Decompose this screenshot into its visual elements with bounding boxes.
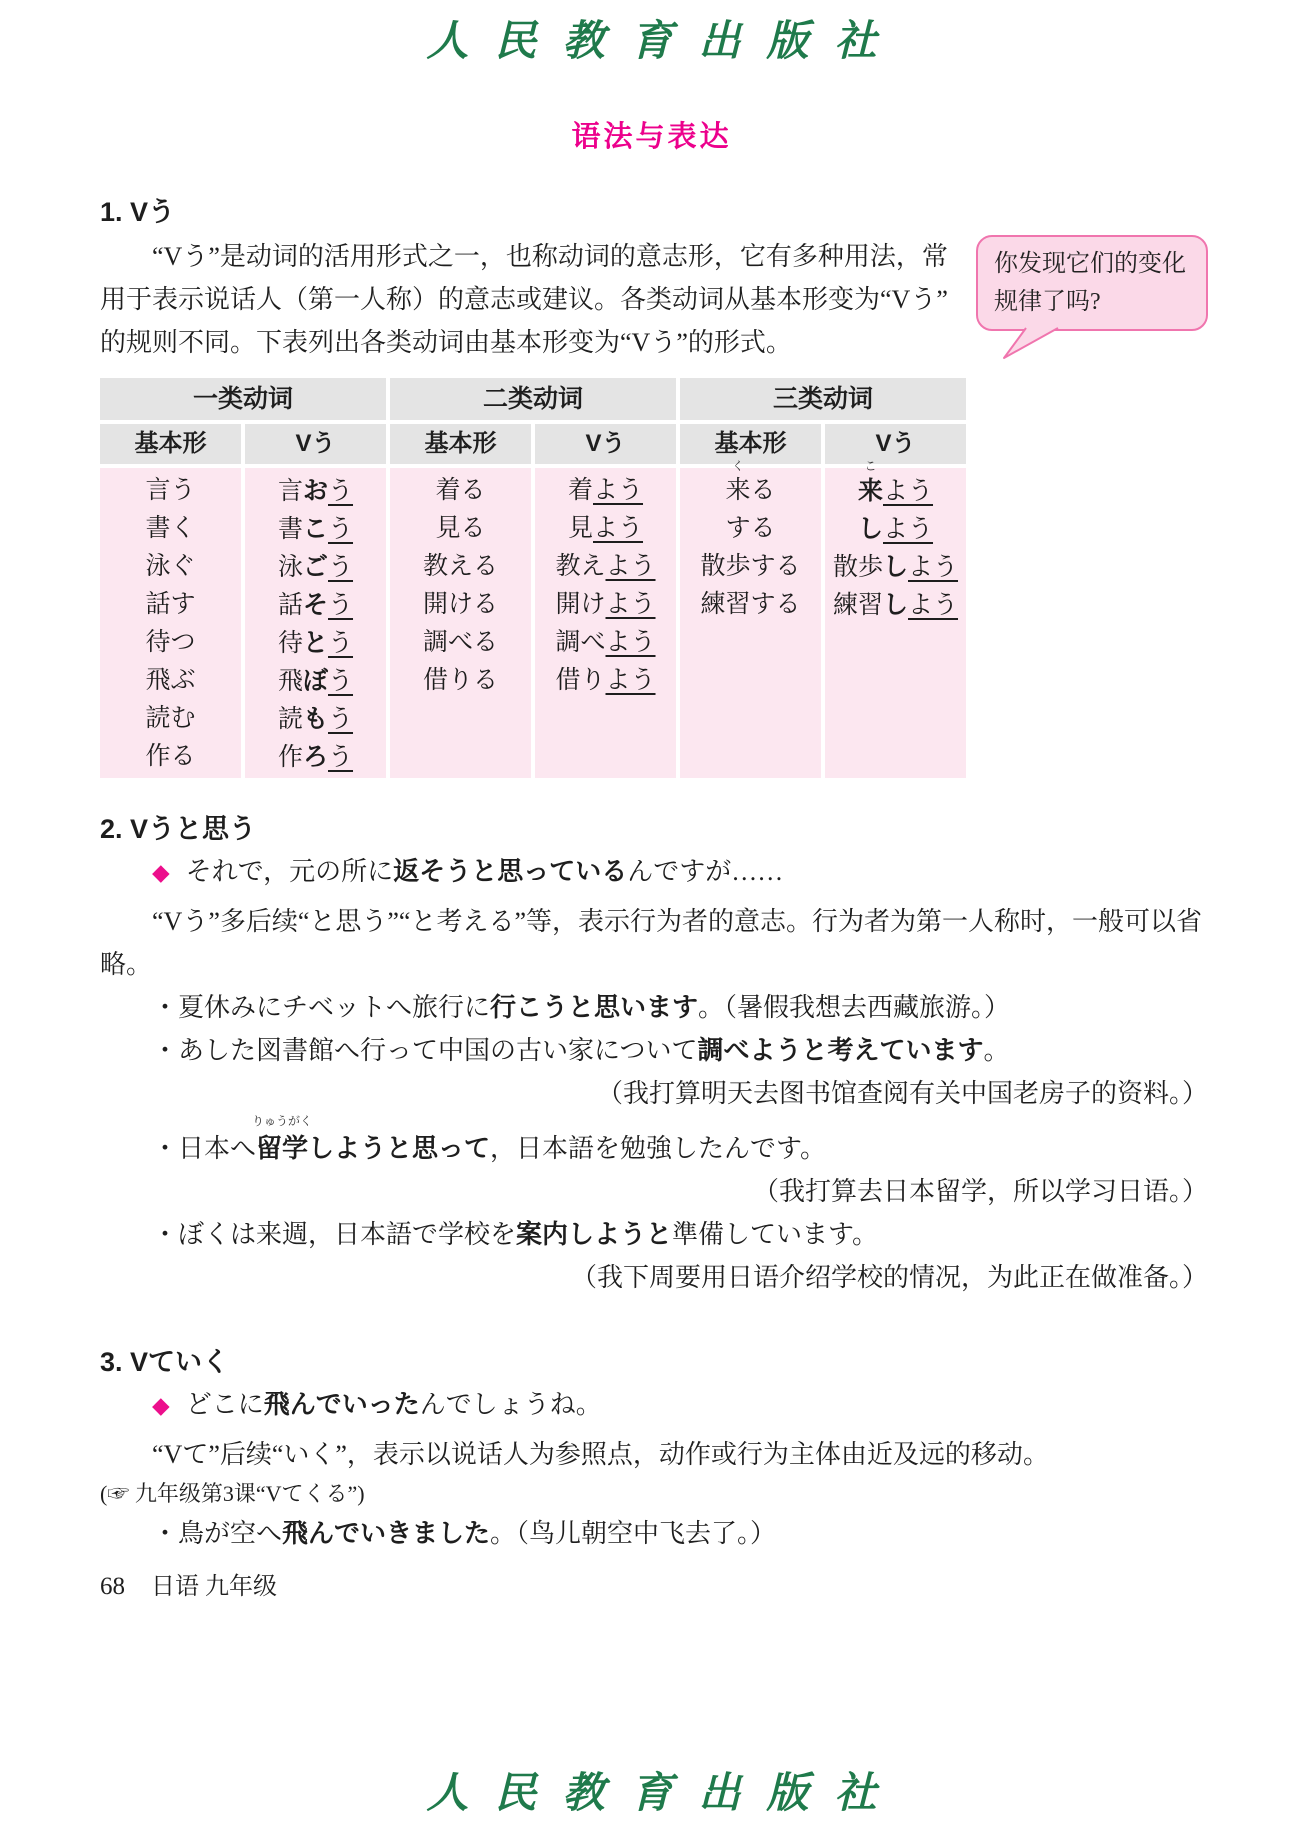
table-subheader-basic-3: 基本形 xyxy=(680,424,821,464)
speech-bubble-line-1: 你发现它们的变化 xyxy=(994,251,1186,277)
verb-cell: 飛ぼう xyxy=(277,667,354,695)
verb-column xyxy=(680,459,821,778)
diamond-bullet-icon: ◆ xyxy=(152,860,170,885)
section-3-heading: 3. Vていく xyxy=(100,1347,230,1377)
speech-bubble-box xyxy=(976,235,1208,331)
example-sentence: ・鳥が空へ飛んでいきました。（鸟儿朝空中飞去了。） xyxy=(152,1518,777,1548)
verb-cell: 読もう xyxy=(277,705,354,733)
verb-cell: 話す xyxy=(145,591,196,618)
verb-cell: 調べよう xyxy=(555,629,656,656)
example-translation: （我打算去日本留学，所以学习日语。） xyxy=(752,1177,1208,1206)
section-3-reference: (☞ 九年级第3课“Vてくる”) xyxy=(100,1481,365,1506)
section-1-paragraph: “Vう”是动词的活用形式之一，也称动词的意志形，它有多种用法，常用于表示说话人（第一人称）的意志或建议。各类动词从基本形变为“Vう”的规则不同。下表列出各类动词由基本形变为“Vう”的形式。 xyxy=(100,242,948,357)
page-title: 语法与表达 xyxy=(571,121,732,153)
verb-cell xyxy=(390,700,531,738)
table-subheader-vu-2: Vう xyxy=(535,424,676,464)
verb-cell xyxy=(825,662,966,700)
verb-conjugation-table xyxy=(100,378,966,464)
speech-bubble xyxy=(976,235,1208,331)
verb-cell: 飛ぶ xyxy=(145,667,196,694)
page-footer xyxy=(100,1566,277,1601)
verb-cell: 書く xyxy=(145,515,196,542)
verb-cell: 見る xyxy=(435,515,486,542)
verb-cell: 言う xyxy=(145,477,196,504)
verb-cell xyxy=(680,624,821,662)
verb-conjugation-table-body xyxy=(100,459,966,778)
verb-column xyxy=(825,459,966,778)
table-group-header-1: 一类动词 xyxy=(100,378,386,420)
table-subheader-vu-3: Vう xyxy=(825,424,966,464)
verb-cell: 散歩する xyxy=(700,553,801,580)
verb-column xyxy=(535,468,676,778)
verb-cell xyxy=(680,700,821,738)
verb-cell: く 来る xyxy=(725,459,776,504)
verb-cell: 借りよう xyxy=(555,667,656,694)
verb-cell: 着よう xyxy=(567,477,644,504)
speech-bubble-tail-icon xyxy=(1002,327,1062,360)
section-3-paragraph: “Vて”后续“いく”，表示以说话人为参照点，动作或行为主体由近及远的移动。 xyxy=(152,1440,1049,1469)
verb-cell: 開ける xyxy=(422,591,498,618)
table-subheader-vu-1: Vう xyxy=(245,424,386,464)
verb-cell xyxy=(535,738,676,776)
section-1-body xyxy=(100,235,1208,364)
verb-cell: 待つ xyxy=(145,629,196,656)
verb-cell: 書こう xyxy=(277,515,354,543)
publisher-logo-top: 人民教育出版社 xyxy=(426,16,903,65)
verb-column xyxy=(100,468,241,778)
verb-cell xyxy=(825,738,966,776)
page-number: 68 xyxy=(100,1573,125,1600)
example-translation: （我下周要用日语介绍学校的情况，为此正在做准备。） xyxy=(570,1263,1208,1292)
verb-cell xyxy=(680,738,821,776)
example-sentence: ・日本へ りゅうがく 留学しようと思って，日本語を勉強したんです。 xyxy=(152,1114,826,1163)
table-group-header-3: 三类动词 xyxy=(680,378,966,420)
verb-column xyxy=(390,468,531,778)
diamond-bullet-icon: ◆ xyxy=(152,1393,170,1418)
table-subheader-basic-2: 基本形 xyxy=(390,424,531,464)
verb-cell: 借りる xyxy=(422,667,498,694)
verb-cell xyxy=(390,738,531,776)
verb-cell xyxy=(825,624,966,662)
verb-cell: 練習しよう xyxy=(832,591,959,619)
verb-cell: 教える xyxy=(422,553,498,580)
verb-cell: 見よう xyxy=(567,515,644,542)
example-translation: （我打算明天去图书馆查阅有关中国老房子的资料。） xyxy=(596,1079,1208,1108)
verb-cell: 着る xyxy=(435,477,486,504)
section-2-example-text: それで，元の所に返そうと思っているんですが…… xyxy=(185,856,784,886)
verb-cell: 読む xyxy=(145,705,196,732)
section-2-bullets xyxy=(100,986,1208,1299)
publisher-logo-bottom: 人民教育出版社 xyxy=(426,1768,903,1817)
verb-cell: 泳ぐ xyxy=(145,553,196,580)
section-2-example-sentence xyxy=(100,850,1208,894)
verb-cell: 練習する xyxy=(700,591,801,618)
speech-bubble-line-2: 规律了吗? xyxy=(994,289,1101,315)
verb-cell: 作る xyxy=(145,743,196,770)
example-sentence: ・あした図書館へ行って中国の古い家について調べようと考えています。 xyxy=(152,1035,1010,1065)
section-2-paragraph: “Vう”多后续“と思う”“と考える”等，表示行为者的意志。行为者为第一人称时，一般可以省略。 xyxy=(100,907,1203,979)
verb-cell xyxy=(680,662,821,700)
verb-cell: こ 来よう xyxy=(857,459,934,505)
verb-cell: 作ろう xyxy=(277,743,354,771)
verb-cell xyxy=(535,700,676,738)
verb-cell: 待とう xyxy=(277,629,354,657)
verb-cell: 話そう xyxy=(277,591,354,619)
table-subheader-basic-1: 基本形 xyxy=(100,424,241,464)
verb-cell: 調べる xyxy=(422,629,498,656)
section-1-heading: 1. Vう xyxy=(100,197,176,227)
verb-cell: 言おう xyxy=(277,477,354,505)
verb-cell: 散歩しよう xyxy=(832,553,959,581)
verb-column xyxy=(245,468,386,778)
section-3-example-sentence xyxy=(100,1383,1208,1427)
verb-cell xyxy=(825,700,966,738)
table-group-header-2: 二类动词 xyxy=(390,378,676,420)
example-sentence: ・夏休みにチベットへ旅行に行こうと思います。（暑假我想去西藏旅游。） xyxy=(152,992,1011,1022)
verb-cell: 教えよう xyxy=(555,553,656,580)
page-content xyxy=(0,195,1303,1555)
example-sentence: ・ぼくは来週，日本語で学校を案内しようと準備しています。 xyxy=(152,1219,878,1249)
verb-cell: しよう xyxy=(857,515,934,543)
section-2-heading: 2. Vうと思う xyxy=(100,814,257,844)
verb-cell: 開けよう xyxy=(555,591,656,618)
book-label: 日语 九年级 xyxy=(151,1574,277,1600)
verb-cell: 泳ごう xyxy=(277,553,354,581)
verb-cell: する xyxy=(725,515,776,542)
section-3-example-text: どこに飛んでいったんでしょうね。 xyxy=(185,1389,602,1419)
